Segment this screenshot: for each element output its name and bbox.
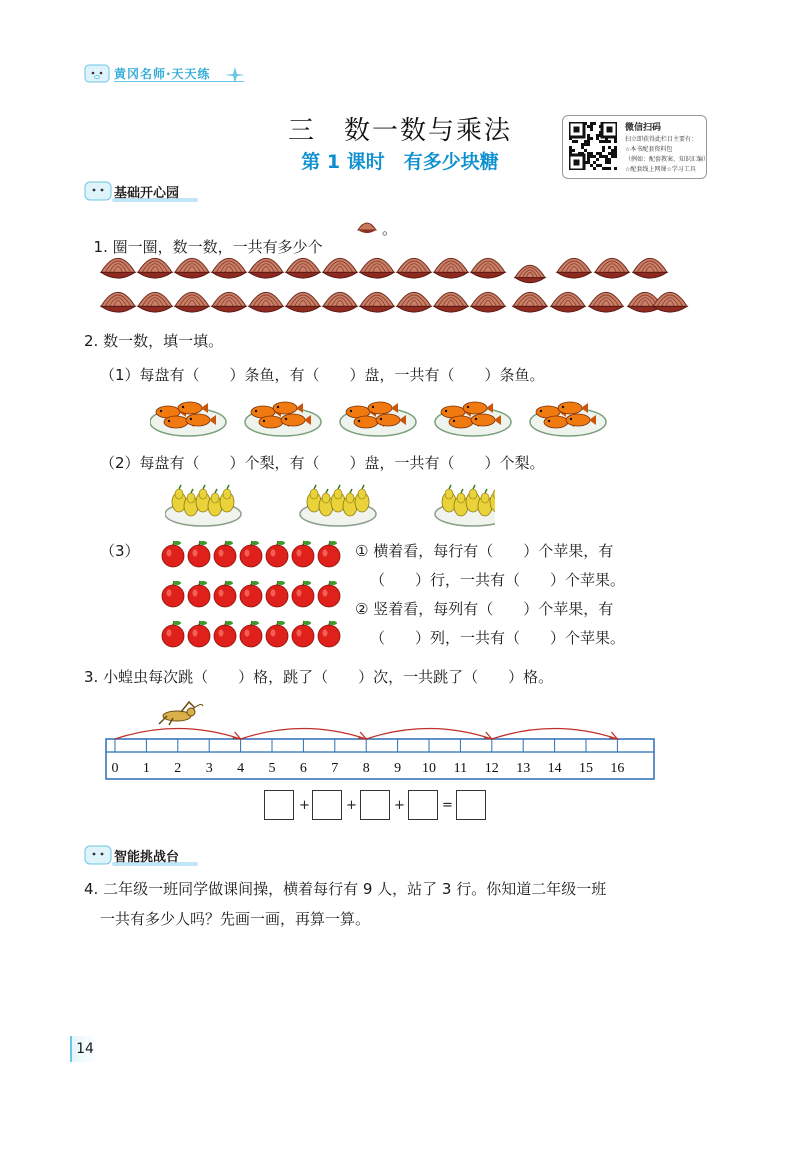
clam xyxy=(551,292,585,312)
clam xyxy=(101,258,135,278)
tick-label: 4 xyxy=(237,761,245,776)
answer-box[interactable] xyxy=(456,790,486,820)
question-3-text: 3. 小蝗虫每次跳（ ）格，跳了（ ）次，一共跳了（ ）格。 xyxy=(84,668,554,686)
plus-sign: + xyxy=(346,798,357,813)
apple xyxy=(162,541,184,567)
clam-icon xyxy=(356,218,378,236)
section-header-challenge xyxy=(84,842,204,866)
clam xyxy=(397,292,431,312)
question-2-part-3-label: （3） xyxy=(100,542,140,560)
jump-arc xyxy=(115,729,241,740)
apple xyxy=(318,621,340,647)
tick-label: 0 xyxy=(111,761,119,776)
tick-label: 15 xyxy=(579,761,593,776)
apple xyxy=(292,621,314,647)
qr-line: ☆本书配套资料包 xyxy=(625,146,673,153)
clam xyxy=(212,258,246,278)
tick-label: 5 xyxy=(268,761,276,776)
jump-arrowhead xyxy=(358,732,366,739)
tick-label: 16 xyxy=(610,761,625,776)
tick-label: 7 xyxy=(331,761,339,776)
clam xyxy=(286,258,320,278)
jump-arc xyxy=(241,729,367,740)
tick-label: 14 xyxy=(547,761,562,776)
fish-plates xyxy=(150,392,620,442)
answer-box[interactable] xyxy=(408,790,438,820)
clam xyxy=(212,292,246,312)
apple xyxy=(188,621,210,647)
clam xyxy=(286,292,320,312)
tick-label: 8 xyxy=(362,761,370,776)
question-2-part-1: （1）每盘有（ ）条鱼，有（ ）盘，一共有（ ）条鱼。 xyxy=(100,366,545,384)
clam xyxy=(653,292,687,312)
clam xyxy=(434,292,468,312)
clam xyxy=(249,292,283,312)
lesson-title: 第 1 课时 有多少块糖 xyxy=(301,151,499,173)
jump-arrowhead xyxy=(484,732,492,739)
apple-grid xyxy=(160,538,342,650)
number-line xyxy=(105,718,655,780)
tick-label: 6 xyxy=(299,761,307,776)
clam xyxy=(595,258,629,278)
answer-box[interactable] xyxy=(360,790,390,820)
apple xyxy=(214,581,236,607)
jump-arrowhead xyxy=(233,732,241,739)
clam xyxy=(249,258,283,278)
fish-plate xyxy=(245,402,321,436)
clam xyxy=(557,258,591,278)
equals-sign: = xyxy=(442,798,453,813)
clam xyxy=(471,292,505,312)
jump-arrowhead xyxy=(609,732,617,739)
bear-icon xyxy=(84,178,112,202)
question-2-text: 2. 数一数，填一填。 xyxy=(84,332,224,350)
clam xyxy=(397,258,431,278)
section-header-basic xyxy=(84,178,204,202)
clam xyxy=(175,258,209,278)
qr-title: 微信扫码 xyxy=(625,123,662,133)
apple xyxy=(188,581,210,607)
page-number: 14 xyxy=(70,1036,98,1062)
pear-plate xyxy=(300,485,376,526)
tick-label: 9 xyxy=(394,761,402,776)
question-2-part-3-line-1: ① 横着看，每行有（ ）个苹果，有 xyxy=(355,542,614,560)
clam xyxy=(515,265,545,282)
qr-line: ☆配套线上网课☆学习工具 xyxy=(625,166,696,173)
clam xyxy=(175,292,209,312)
clam xyxy=(101,292,135,312)
apple xyxy=(188,541,210,567)
addition-boxes xyxy=(264,790,494,824)
clam xyxy=(138,258,172,278)
fish-plate xyxy=(340,402,416,436)
question-2-part-2: （2）每盘有（ ）个梨，有（ ）盘，一共有（ ）个梨。 xyxy=(100,454,545,472)
clam xyxy=(589,292,623,312)
apple xyxy=(214,541,236,567)
bear-icon xyxy=(84,842,112,866)
clam xyxy=(323,258,357,278)
clam xyxy=(633,258,667,278)
tick-label: 12 xyxy=(484,761,499,776)
qr-line: 扫立即获得此栏目主要有： xyxy=(625,136,698,143)
apple xyxy=(292,581,314,607)
tick-label: 13 xyxy=(516,761,531,776)
tick-label: 10 xyxy=(422,761,436,776)
apple xyxy=(240,541,262,567)
section-title: 基础开心园 xyxy=(114,186,180,201)
answer-box[interactable] xyxy=(264,790,294,820)
question-2-part-3-line-3: ② 竖着看，每列有（ ）个苹果，有 xyxy=(355,600,614,618)
clam xyxy=(471,258,505,278)
pear-plate xyxy=(435,485,495,526)
clam-group xyxy=(100,246,690,318)
apple xyxy=(162,621,184,647)
fish-plate xyxy=(150,402,226,436)
clam xyxy=(434,258,468,278)
tick-label: 11 xyxy=(453,761,468,776)
fish-plate xyxy=(435,402,511,436)
brand-text: 黄冈名师·天天练 xyxy=(114,67,211,81)
apple xyxy=(266,621,288,647)
apple xyxy=(292,541,314,567)
qr-code-icon[interactable] xyxy=(569,122,617,170)
clam xyxy=(360,258,394,278)
clam xyxy=(138,292,172,312)
number-line-frame xyxy=(106,739,654,779)
apple xyxy=(240,621,262,647)
tick-label: 2 xyxy=(174,761,182,776)
section-title: 智能挑战台 xyxy=(114,850,180,865)
qr-panel xyxy=(562,115,710,179)
apple xyxy=(318,581,340,607)
question-1-text: 1. 圈一圈，数一数，一共有多少个 xyxy=(93,238,323,256)
question-1-tail: 。 xyxy=(382,220,398,238)
pear-plate xyxy=(165,485,241,526)
clam xyxy=(513,292,547,312)
jump-arc xyxy=(492,729,618,740)
sparkle-icon xyxy=(224,66,246,84)
question-2-part-3-line-4: （ ）列，一共有（ ）个苹果。 xyxy=(370,629,626,647)
question-4-line-1: 4. 二年级一班同学做课间操，横着每行有 9 人，站了 3 行。你知道二年级一班 xyxy=(84,880,607,898)
tick-label: 3 xyxy=(205,761,213,776)
qr-line: （例如：配套教案、知识汇编） xyxy=(625,156,710,163)
plus-sign: + xyxy=(394,798,405,813)
apple xyxy=(318,541,340,567)
jump-arc xyxy=(366,729,492,740)
brand-header xyxy=(84,62,249,84)
unit-title: 三 数一数与乘法 xyxy=(287,116,512,146)
fish-plate xyxy=(530,402,606,436)
clam xyxy=(323,292,357,312)
bear-logo-icon xyxy=(84,62,110,84)
apple xyxy=(240,581,262,607)
question-4-line-2: 一共有多少人吗？先画一画，再算一算。 xyxy=(100,910,371,928)
apple xyxy=(214,621,236,647)
pear-plates xyxy=(165,480,495,530)
plus-sign: + xyxy=(299,798,310,813)
question-2-part-3-line-2: （ ）行，一共有（ ）个苹果。 xyxy=(370,571,626,589)
tick-label: 1 xyxy=(142,761,150,776)
clam xyxy=(360,292,394,312)
apple xyxy=(266,581,288,607)
answer-box[interactable] xyxy=(312,790,342,820)
apple xyxy=(162,581,184,607)
apple xyxy=(266,541,288,567)
